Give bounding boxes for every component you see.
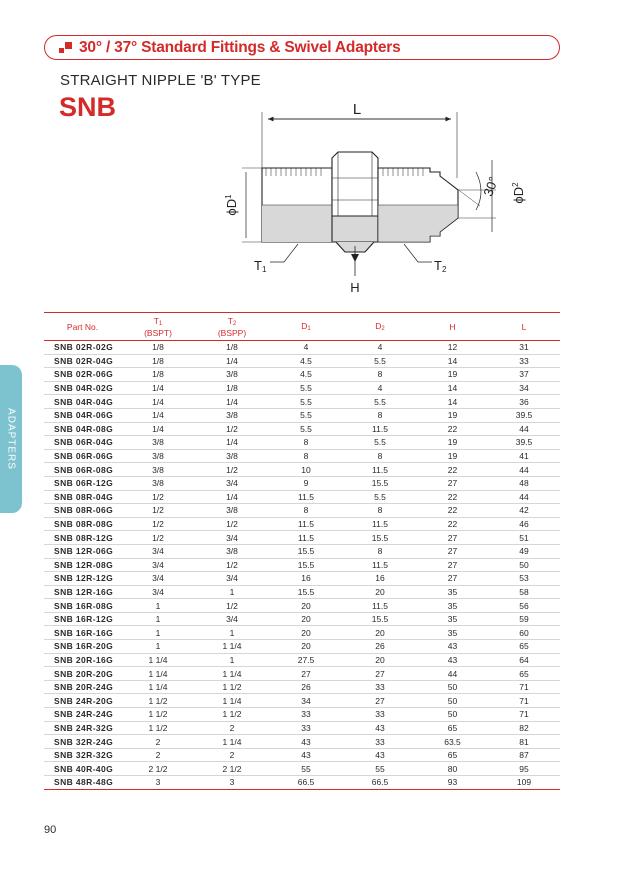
- cell-t1: 3: [155, 777, 161, 788]
- cell-d1: 34: [301, 695, 311, 706]
- table-row: [44, 667, 560, 681]
- cell-d2: 27: [375, 695, 385, 706]
- cell-t1: 2 1/2: [148, 763, 168, 774]
- cell-t2: 1/2: [226, 519, 238, 530]
- cell-h: 19: [447, 369, 458, 380]
- cell-d1: 20: [301, 600, 311, 611]
- cell-l: 50: [519, 559, 529, 570]
- cell-part-no: SNB 02R-04G: [54, 355, 114, 366]
- cell-h: 14: [447, 396, 458, 407]
- hex-body: [332, 152, 378, 216]
- cell-t2: 1 1/2: [222, 682, 242, 693]
- cell-d1: 5.5: [300, 383, 312, 394]
- table-row: [44, 558, 560, 572]
- cell-h: 65: [447, 722, 458, 733]
- cell-d1: 4: [303, 342, 309, 353]
- cell-l: 71: [519, 709, 529, 720]
- col-header-d2: $D_2$: [375, 320, 385, 332]
- cell-t2: 1/8: [226, 383, 238, 394]
- cell-d2: 5.5: [374, 396, 386, 407]
- cell-d1: 15.5: [297, 559, 315, 570]
- table-row: [44, 748, 560, 762]
- cell-t1: 1/2: [152, 532, 164, 543]
- table-row: [44, 585, 560, 599]
- cell-d2: 20: [375, 586, 385, 597]
- table-row: [44, 721, 560, 735]
- table-row: [44, 544, 560, 558]
- cell-l: 36: [519, 396, 529, 407]
- cell-d2: 33: [375, 682, 385, 693]
- cell-l: 48: [519, 478, 529, 489]
- cell-t1: 3/4: [152, 573, 164, 584]
- cell-part-no: SNB 16R-12G: [54, 614, 114, 625]
- cell-t2: 1/8: [226, 342, 238, 353]
- table-row: [44, 341, 560, 355]
- cell-h: 43: [447, 641, 458, 652]
- cell-part-no: SNB 08R-06G: [54, 505, 114, 516]
- cell-part-no: SNB 24R-20G: [54, 695, 114, 706]
- cell-t2: 1/4: [226, 396, 238, 407]
- cell-d2: 66.5: [371, 777, 389, 788]
- cell-l: 31: [519, 342, 529, 353]
- cell-t1: 1 1/4: [148, 654, 168, 665]
- cell-h: 50: [447, 682, 458, 693]
- cell-part-no: SNB 24R-32G: [54, 722, 114, 733]
- label-l: L: [352, 101, 362, 118]
- cell-l: 44: [519, 491, 529, 502]
- cell-l: 44: [519, 423, 529, 434]
- cell-l: 81: [519, 736, 529, 747]
- cell-d1: 33: [301, 722, 311, 733]
- cell-h: 27: [447, 478, 458, 489]
- cell-d1: 33: [301, 709, 311, 720]
- cell-d1: 5.5: [300, 396, 312, 407]
- cell-d1: 15.5: [297, 546, 315, 557]
- cell-d2: 8: [377, 546, 383, 557]
- table-row: [44, 694, 560, 708]
- cell-t1: 3/8: [152, 451, 164, 462]
- cell-part-no: SNB 12R-06G: [54, 546, 114, 557]
- cell-l: 37: [519, 369, 529, 380]
- cell-t1: 2: [155, 736, 161, 747]
- cell-part-no: SNB 06R-12G: [54, 478, 114, 489]
- cell-part-no: SNB 32R-24G: [54, 736, 114, 747]
- cell-t2: 1 1/4: [222, 668, 242, 679]
- cell-d1: 16: [301, 573, 311, 584]
- cell-d2: 43: [375, 750, 385, 761]
- cell-d2: 20: [375, 627, 385, 638]
- label-d1: $\phi D^1$: [224, 194, 239, 216]
- col-header-h: H: [449, 321, 456, 332]
- cell-t1: 1/4: [152, 423, 164, 434]
- cell-part-no: SNB 06R-04G: [54, 437, 114, 448]
- cell-l: 95: [519, 763, 529, 774]
- cell-d2: 8: [377, 505, 383, 516]
- cell-l: 53: [519, 573, 529, 584]
- cell-d1: 27.5: [297, 654, 315, 665]
- cell-d2: 16: [375, 573, 385, 584]
- cell-d1: 20: [301, 641, 311, 652]
- cell-part-no: SNB 06R-08G: [54, 464, 114, 475]
- cell-l: 109: [516, 777, 532, 788]
- cell-t2: 1/4: [226, 491, 238, 502]
- cell-part-no: SNB 12R-16G: [54, 586, 114, 597]
- cell-part-no: SNB 20R-24G: [54, 682, 114, 693]
- table-row: [44, 612, 560, 626]
- cell-t1: 3/8: [152, 437, 164, 448]
- col-header-part-no: Part No.: [66, 321, 99, 332]
- label-angle: 30°: [480, 174, 502, 199]
- cell-d1: 8: [303, 437, 309, 448]
- cell-d1: 11.5: [298, 491, 314, 502]
- cell-t1: 1/8: [152, 355, 164, 366]
- cell-l: 49: [519, 546, 529, 557]
- cell-t1: 1 1/2: [148, 695, 168, 706]
- table-row: [44, 762, 560, 776]
- cell-d1: 15.5: [297, 586, 315, 597]
- cell-l: 39.5: [515, 410, 533, 421]
- cell-part-no: SNB 04R-08G: [54, 423, 114, 434]
- cell-d1: 5.5: [300, 410, 312, 421]
- cell-t2: 1/2: [226, 600, 238, 611]
- table-row: [44, 449, 560, 463]
- cell-t1: 1 1/4: [148, 682, 168, 693]
- cell-d2: 26: [375, 641, 385, 652]
- cell-part-no: SNB 16R-16G: [54, 627, 114, 638]
- cell-d2: 33: [375, 709, 385, 720]
- cell-t2: 1 1/2: [222, 709, 242, 720]
- table-row: [44, 653, 560, 667]
- cell-d2: 8: [377, 369, 383, 380]
- cell-d1: 4.5: [300, 355, 312, 366]
- cell-part-no: SNB 04R-02G: [54, 383, 114, 394]
- cell-t2: 1: [229, 586, 235, 597]
- cell-l: 82: [519, 722, 529, 733]
- cell-part-no: SNB 24R-24G: [54, 709, 114, 720]
- cell-t2: 1: [229, 627, 235, 638]
- col-header-d1: $D_1$: [301, 320, 311, 332]
- cell-h: 93: [447, 777, 458, 788]
- cell-d1: 8: [303, 451, 309, 462]
- cell-h: 27: [447, 546, 458, 557]
- table-row: [44, 381, 560, 395]
- cell-d1: 4.5: [300, 369, 312, 380]
- cell-part-no: SNB 04R-06G: [54, 410, 114, 421]
- cell-t1: 1/2: [152, 505, 164, 516]
- cell-l: 65: [519, 641, 529, 652]
- cell-d1: 27: [301, 668, 311, 679]
- cell-l: 56: [519, 600, 529, 611]
- table-row: [44, 463, 560, 477]
- cell-h: 65: [447, 750, 458, 761]
- cell-t1: 1/4: [152, 410, 164, 421]
- label-d2: $\phi D^2$: [511, 182, 526, 204]
- cell-h: 44: [447, 668, 458, 679]
- cell-h: 22: [447, 505, 458, 516]
- cell-d2: 11.5: [372, 559, 388, 570]
- cell-l: 71: [519, 682, 529, 693]
- cell-d2: 15.5: [371, 532, 389, 543]
- cell-h: 19: [447, 451, 458, 462]
- cell-d2: 15.5: [371, 614, 389, 625]
- cell-d2: 11.5: [372, 423, 388, 434]
- cell-t1: 1/8: [152, 369, 164, 380]
- cell-part-no: SNB 06R-06G: [54, 451, 114, 462]
- cell-l: 60: [519, 627, 529, 638]
- cell-t1: 1 1/4: [148, 668, 168, 679]
- cell-t1: 1: [155, 627, 161, 638]
- cell-d1: 20: [301, 627, 311, 638]
- cell-l: 71: [519, 695, 529, 706]
- col-header-t1: $T_1$ (BSPT): [144, 315, 172, 338]
- cell-h: 12: [447, 342, 458, 353]
- cell-t2: 3/4: [226, 573, 238, 584]
- cell-part-no: SNB 40R-40G: [54, 763, 114, 774]
- cell-t1: 1: [155, 641, 161, 652]
- cell-d1: 55: [301, 763, 311, 774]
- cell-part-no: SNB 12R-08G: [54, 559, 114, 570]
- cell-l: 51: [519, 532, 529, 543]
- cell-d2: 4: [377, 342, 383, 353]
- cell-d2: 4: [377, 383, 383, 394]
- cell-l: 87: [519, 750, 529, 761]
- cell-t2: 1 1/4: [222, 695, 242, 706]
- cell-h: 43: [447, 654, 458, 665]
- cell-t2: 3/8: [226, 546, 238, 557]
- cell-d1: 43: [301, 750, 311, 761]
- cell-h: 27: [447, 573, 458, 584]
- cell-t2: 3/8: [226, 410, 238, 421]
- side-tab-label: ADAPTERS: [5, 408, 17, 470]
- cell-t1: 3/8: [152, 478, 164, 489]
- cell-part-no: SNB 20R-20G: [54, 668, 114, 679]
- cell-l: 64: [519, 654, 529, 665]
- cell-d2: 20: [375, 654, 385, 665]
- cell-t2: 2: [229, 722, 235, 733]
- cell-h: 22: [447, 423, 458, 434]
- cell-t2: 1/2: [226, 464, 238, 475]
- cell-t1: 1/2: [152, 519, 164, 530]
- cell-t1: 3/4: [152, 546, 164, 557]
- cell-d1: 43: [301, 736, 311, 747]
- table-row: [44, 354, 560, 368]
- cell-h: 22: [447, 464, 458, 475]
- label-t1: T1: [254, 258, 267, 274]
- cell-t1: 3/8: [152, 464, 164, 475]
- table-body: [44, 341, 560, 790]
- cell-d1: 9: [303, 478, 309, 489]
- table-row: [44, 504, 560, 518]
- cell-t2: 3/4: [226, 614, 238, 625]
- left-section-shade: [262, 205, 332, 242]
- cell-t2: 3/4: [226, 532, 238, 543]
- cell-h: 22: [447, 519, 458, 530]
- cell-t1: 1 1/2: [148, 722, 168, 733]
- cell-part-no: SNB 08R-04G: [54, 491, 114, 502]
- cell-l: 33: [519, 355, 529, 366]
- cell-d2: 5.5: [374, 491, 386, 502]
- cell-h: 22: [447, 491, 458, 502]
- cell-h: 14: [447, 355, 458, 366]
- cell-t2: 3/8: [226, 451, 238, 462]
- product-subtitle: STRAIGHT NIPPLE 'B' TYPE: [60, 72, 261, 89]
- cell-d1: 11.5: [298, 519, 314, 530]
- cell-d2: 15.5: [371, 478, 389, 489]
- cell-l: 46: [519, 519, 529, 530]
- fitting-drawing: [0, 0, 620, 300]
- cell-l: 59: [519, 614, 529, 625]
- cell-t2: 3/4: [226, 478, 238, 489]
- cell-l: 42: [519, 505, 529, 516]
- cell-t2: 1/4: [226, 437, 238, 448]
- cell-part-no: SNB 16R-20G: [54, 641, 114, 652]
- col-header-l: L: [521, 321, 527, 332]
- cell-h: 14: [447, 383, 458, 394]
- cell-h: 19: [447, 410, 458, 421]
- cell-h: 63.5: [444, 736, 461, 747]
- table-row: [44, 517, 560, 531]
- label-t2: T2: [434, 258, 447, 274]
- table-row: [44, 436, 560, 450]
- cell-l: 41: [519, 451, 529, 462]
- cell-d2: 55: [375, 763, 385, 774]
- cell-l: 34: [519, 383, 529, 394]
- cell-t2: 1/2: [226, 559, 238, 570]
- table-row: [44, 626, 560, 640]
- cell-h: 27: [447, 532, 458, 543]
- cell-h: 50: [447, 709, 458, 720]
- label-h: H: [350, 280, 360, 295]
- cell-l: 65: [519, 668, 529, 679]
- cell-h: 80: [447, 763, 458, 774]
- cell-part-no: SNB 08R-08G: [54, 519, 114, 530]
- cell-t2: 3/8: [226, 369, 238, 380]
- cell-part-no: SNB 08R-12G: [54, 532, 114, 543]
- cell-part-no: SNB 12R-12G: [54, 573, 114, 584]
- t2-leader: [404, 244, 432, 262]
- t1-leader: [270, 244, 298, 262]
- cell-t1: 1/2: [152, 491, 164, 502]
- col-header-t2: $T_2$ (BSPP): [217, 315, 247, 338]
- cell-t2: 2 1/2: [222, 763, 242, 774]
- table-row: [44, 408, 560, 422]
- cell-t2: 3: [229, 777, 235, 788]
- cell-d1: 11.5: [298, 532, 314, 543]
- table-row: [44, 708, 560, 722]
- cell-part-no: SNB 48R-48G: [54, 777, 114, 788]
- cell-h: 35: [447, 586, 458, 597]
- cell-d2: 8: [377, 410, 383, 421]
- cell-part-no: SNB 16R-08G: [54, 600, 114, 611]
- cell-d2: 43: [375, 722, 385, 733]
- right-section-shade: [378, 205, 458, 242]
- cell-d2: 5.5: [374, 437, 386, 448]
- table-row: [44, 395, 560, 409]
- table-header-row: [44, 313, 560, 341]
- cell-t2: 2: [229, 750, 235, 761]
- cell-d2: 11.5: [372, 464, 388, 475]
- cell-part-no: SNB 04R-04G: [54, 396, 114, 407]
- cell-t1: 2: [155, 750, 161, 761]
- cell-h: 35: [447, 600, 458, 611]
- cell-h: 35: [447, 627, 458, 638]
- cell-t2: 3/8: [226, 505, 238, 516]
- cell-d1: 66.5: [297, 777, 315, 788]
- cell-t2: 1/2: [226, 423, 238, 434]
- table-row: [44, 531, 560, 545]
- page-number: 90: [44, 824, 57, 836]
- cell-h: 35: [447, 614, 458, 625]
- cell-part-no: SNB 20R-16G: [54, 654, 114, 665]
- cell-part-no: SNB 02R-02G: [54, 342, 114, 353]
- cell-d2: 5.5: [374, 355, 386, 366]
- table-row: [44, 599, 560, 613]
- cell-d2: 11.5: [372, 519, 388, 530]
- spec-table: [44, 312, 560, 790]
- cell-t1: 1/4: [152, 396, 164, 407]
- cell-h: 50: [447, 695, 458, 706]
- cell-t2: 1: [229, 654, 235, 665]
- cell-part-no: SNB 02R-06G: [54, 369, 114, 380]
- table-row: [44, 572, 560, 586]
- cell-d2: 8: [377, 451, 383, 462]
- cell-t1: 1: [155, 614, 161, 625]
- table-row: [44, 368, 560, 382]
- cell-t1: 3/4: [152, 586, 164, 597]
- cell-t2: 1 1/4: [222, 736, 242, 747]
- cell-t2: 1/4: [226, 355, 238, 366]
- cell-d2: 27: [375, 668, 385, 679]
- cell-t1: 1/4: [152, 383, 164, 394]
- cell-d2: 33: [375, 736, 385, 747]
- cell-d1: 5.5: [300, 423, 312, 434]
- cell-d1: 8: [303, 505, 309, 516]
- cell-l: 44: [519, 464, 529, 475]
- cell-l: 39.5: [515, 437, 533, 448]
- cell-t1: 1: [155, 600, 161, 611]
- cell-t1: 1/8: [152, 342, 164, 353]
- table-row: [44, 776, 560, 790]
- product-code: SNB: [59, 92, 117, 122]
- cell-h: 19: [447, 437, 458, 448]
- hex-section: [332, 216, 378, 242]
- cell-h: 27: [447, 559, 458, 570]
- table-row: [44, 490, 560, 504]
- cell-l: 58: [519, 586, 529, 597]
- table-row: [44, 476, 560, 490]
- table-row: [44, 680, 560, 694]
- section-side-tab[interactable]: [0, 365, 22, 513]
- cell-part-no: SNB 32R-32G: [54, 750, 114, 761]
- cell-d1: 20: [301, 614, 311, 625]
- table-row: [44, 640, 560, 654]
- cell-t1: 3/4: [152, 559, 164, 570]
- cell-d1: 26: [301, 682, 311, 693]
- cell-t2: 1 1/4: [222, 641, 242, 652]
- cell-d1: 10: [301, 464, 311, 475]
- cell-d2: 11.5: [372, 600, 388, 611]
- table-row: [44, 735, 560, 749]
- table-row: [44, 422, 560, 436]
- section-title: 30° / 37° Standard Fittings & Swivel Adapters: [79, 38, 401, 56]
- cell-t1: 1 1/2: [148, 709, 168, 720]
